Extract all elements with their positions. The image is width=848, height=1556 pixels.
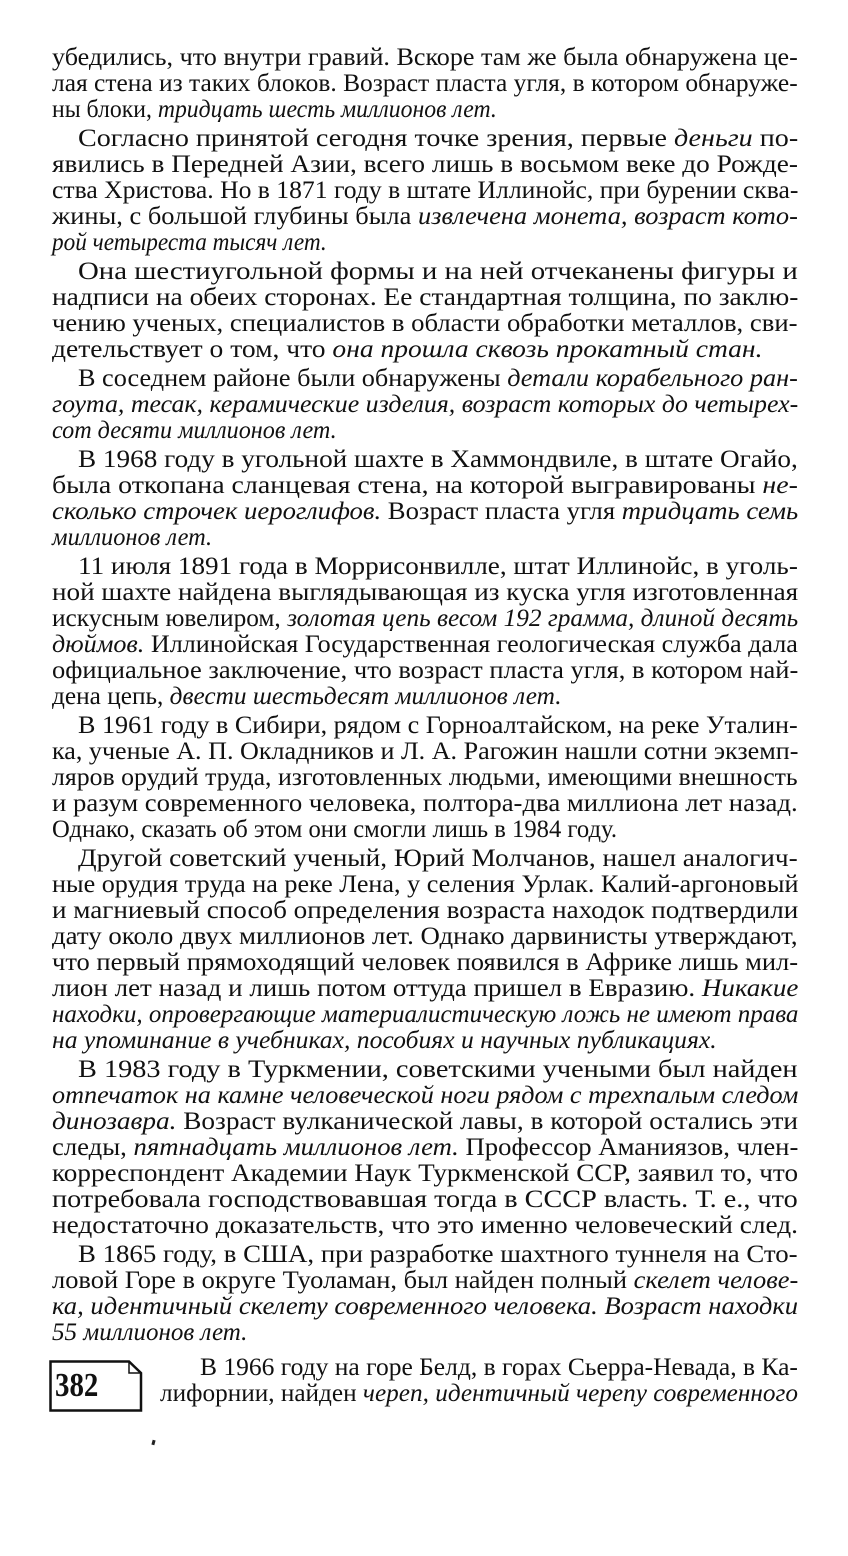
text-line	[52, 335, 762, 365]
italic-span: скелет челове-	[633, 1267, 799, 1294]
italic-span: сколько строчек иероглифов.	[52, 498, 382, 525]
italic-span: динозавра.	[52, 1108, 177, 1135]
text-span: искусным ювелиром,	[52, 605, 288, 632]
italic-span: детали корабельного ран-	[507, 365, 798, 392]
text-span: ляров орудий труда, изготовленных людьми, имеющими внешность	[52, 764, 798, 791]
text-span: по-	[752, 125, 799, 152]
text-span: В 1983 году в Туркмении, советскими учеными был найден	[78, 1056, 798, 1083]
text-span: что первый прямоходящий человек появился в Африке лишь мил-	[52, 949, 799, 976]
text-span: официальное заключение, что возраст пласта угля, в котором най-	[52, 657, 799, 684]
text-span: жины, с большой глубины была	[52, 203, 418, 230]
text-span: В соседнем районе были обнаружены	[78, 365, 508, 392]
text-span: ка, ученые А. П. Окладников и Л. А. Рагожин нашли сотни экземп-	[52, 738, 799, 765]
text-span: и разум современного человека, полтора-два миллиона лет назад.	[52, 790, 798, 817]
text-span: ные орудия труда на реке Лена, у селения Урлак. Калий-аргоновый	[52, 871, 799, 898]
italic-span: отпечаток на камне человеческой ноги рядом с трехпалым следом	[52, 1082, 799, 1109]
text-line	[52, 815, 617, 845]
text-span: лион лет назад и лишь потом оттуда пришел в Евразию.	[52, 975, 702, 1002]
text-span: детельствует о том, что	[52, 336, 333, 363]
text-span: ства Христова. Но в 1871 году в штате Иллинойс, при бурении сква-	[52, 177, 799, 204]
text-span: потребовала господствовавшая тогда в СССР власть. Т. е., что	[52, 1186, 798, 1213]
italic-span: миллионов лет.	[52, 524, 213, 551]
italic-span: извлечена монета, возраст кото-	[417, 203, 798, 230]
text-line	[52, 682, 562, 712]
text-line	[52, 523, 212, 553]
text-span: В 1961 году в Сибири, рядом с Горноалтайском, на реке Уталин-	[78, 712, 798, 739]
italic-span: дюймов.	[52, 631, 145, 658]
italic-span: деньги	[673, 125, 753, 152]
text-span: В 1966 году на горе Белд, в горах Сьерра-Невада, в Ка-	[200, 1354, 798, 1381]
italic-span: она прошла сквозь прокатный стан.	[332, 336, 763, 363]
text-span: надписи на обеих сторонах. Ее стандартная толщина, по заклю-	[52, 284, 799, 311]
page-number: 382	[55, 1367, 99, 1404]
text-span: лифорнии, найден	[160, 1380, 363, 1407]
italic-span: двести шестьдесят миллионов лет.	[169, 683, 562, 710]
text-span: ловой Горе в округе Туоламан, был найден полный	[52, 1267, 634, 1294]
text-span: корреспондент Академии Наук Туркменской ССР, заявил то, что	[52, 1160, 799, 1187]
text-line	[52, 1211, 798, 1241]
italic-span: пятнадцать миллионов лет.	[133, 1134, 459, 1161]
text-span: В 1865 году, в США, при разработке шахтного туннеля на Сто-	[78, 1241, 798, 1268]
text-line	[52, 416, 337, 446]
text-span: явились в Передней Азии, всего лишь в восьмом веке до Рожде-	[52, 151, 798, 178]
italic-span: тридцать семь	[621, 498, 799, 525]
italic-span: находки, опровергающие материалистическую ложь не имеют права	[52, 1001, 799, 1028]
text-span: В 1968 году в угольной шахте в Хаммондвиле, в штате Огайо,	[78, 446, 798, 473]
page-number-box	[49, 1360, 141, 1410]
text-span: дена цепь,	[52, 683, 170, 710]
italic-span: гоута, тесак, керамические изделия, возраст которых до четырех-	[52, 391, 799, 418]
italic-span: не-	[762, 472, 798, 499]
text-span: 11 июля 1891 года в Моррисонвилле, штат Иллинойс, в уголь-	[78, 553, 798, 580]
text-span: ной шахте найдена выглядывающая из куска угля изготовленная	[52, 579, 799, 606]
text-span: чению ученых, специалистов в области обработки металлов, сви-	[52, 310, 798, 337]
italic-span: сот десяти миллионов лет.	[52, 417, 337, 444]
text-span: Однако, сказать об этом они смогли лишь в 1984 году.	[52, 816, 617, 843]
text-span: Профессор Аманиязов, член-	[458, 1134, 799, 1161]
text-line	[52, 1318, 247, 1348]
italic-span: ка, идентичный скелету современного человека. Возраст находки	[52, 1293, 799, 1320]
italic-span: тридцать шесть миллионов лет.	[157, 96, 497, 123]
text-span: лая стена из таких блоков. Возраст пласта угля, в котором обнаруже-	[52, 70, 798, 97]
text-span: Иллинойская Государственная геологическая служба дала	[144, 631, 798, 658]
text-line	[52, 228, 327, 258]
text-span: убедились, что внутри гравий. Вскоре там же была обнаружена це-	[52, 44, 798, 71]
text-span: Другой советский ученый, Юрий Молчанов, нашел аналогич-	[78, 845, 798, 872]
text-span: следы,	[52, 1134, 134, 1161]
text-span: Она шестиугольной формы и на ней отчеканены фигуры и	[78, 258, 798, 285]
italic-span: 55 миллионов лет.	[52, 1319, 248, 1346]
text-span: ны блоки,	[52, 96, 158, 123]
italic-span: Никакие	[701, 975, 799, 1002]
text-span: и магниевый способ определения возраста находок подтвердили	[52, 897, 799, 924]
text-span: Возраст вулканической лавы, в которой остались эти	[176, 1108, 798, 1135]
italic-span: золотая цепь весом 192 грамма, длиной десять	[287, 605, 799, 632]
text-span: была откопана сланцевая стена, на которой выгравированы	[52, 472, 763, 499]
italic-span: рой четыреста тысяч лет.	[52, 229, 327, 256]
text-span: дату около двух миллионов лет. Однако дарвинисты утверждают,	[52, 923, 798, 950]
text-span: Возраст пласта угля	[381, 498, 622, 525]
italic-span: на упоминание в учебниках, пособиях и научных публикациях.	[52, 1027, 717, 1054]
text-line	[52, 95, 497, 125]
text-span: недостаточно доказательств, что это именно человеческий след.	[52, 1212, 798, 1239]
text-span: Согласно принятой сегодня точке зрения, первые	[78, 125, 674, 152]
text-line	[160, 1379, 798, 1409]
text-line	[52, 1026, 717, 1056]
italic-span: череп, идентичный черепу современного	[362, 1380, 799, 1407]
